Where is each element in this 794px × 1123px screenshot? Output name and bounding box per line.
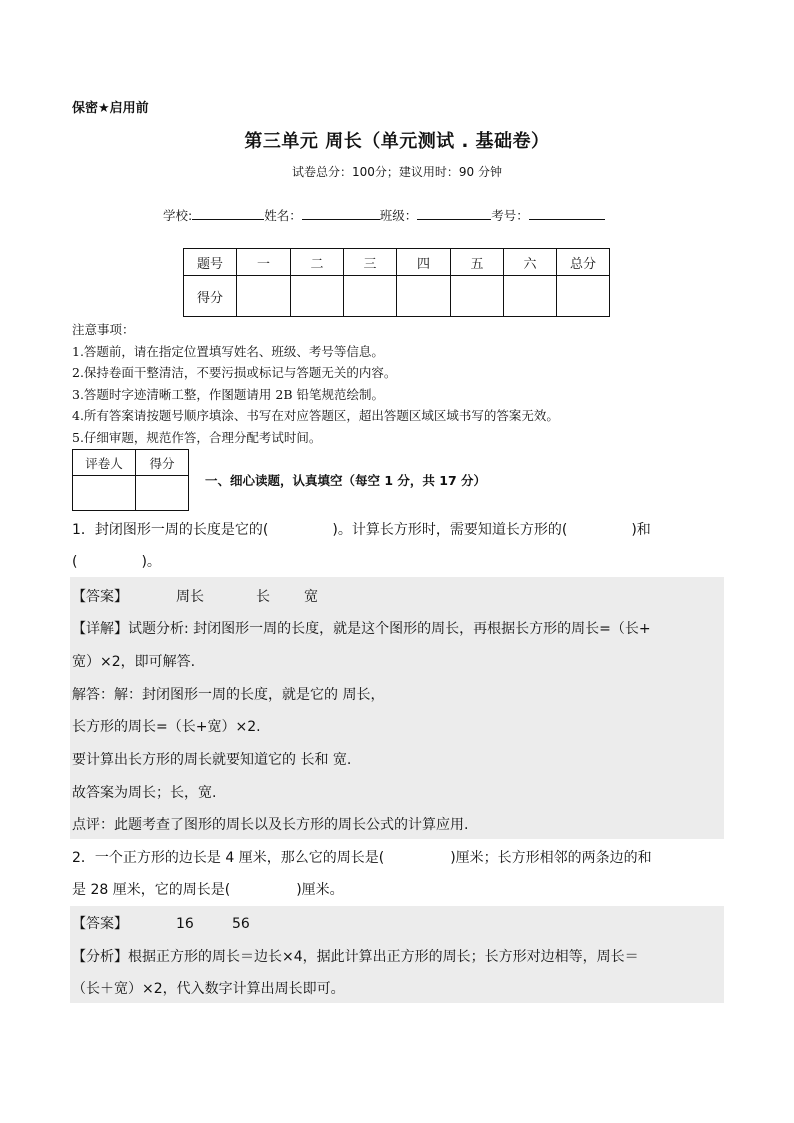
q1-text: 1．封闭图形一周的长度是它的(	[72, 522, 269, 538]
answer-value: 长	[256, 589, 270, 605]
q2-analysis-line: （长＋宽）×2，代入数字计算出周长即可。	[72, 981, 345, 997]
score-cell[interactable]	[344, 276, 397, 317]
score-cell[interactable]	[237, 276, 291, 317]
grader-score-label: 得分	[136, 450, 189, 476]
section-1-title: 一、细心读题，认真填空（每空 1 分，共 17 分）	[205, 473, 487, 488]
score-cell[interactable]	[557, 276, 610, 317]
q1-text: )。计算长方形时，需要知道长方形的(	[332, 522, 568, 538]
q1-text: (	[72, 554, 78, 570]
answer-value: 周长	[176, 589, 204, 605]
score-table-header-cell: 二	[291, 249, 344, 276]
q2-text: )厘米。	[296, 882, 344, 898]
score-table-header-cell: 六	[504, 249, 557, 276]
grader-box	[72, 449, 189, 511]
answer-label: 【答案】	[72, 916, 128, 932]
q2-analysis-line: 【分析】根据正方形的周长＝边长×4，据此计算出正方形的周长；长方形对边相等，周长＝	[72, 949, 639, 965]
name-field[interactable]	[302, 207, 380, 220]
score-table-header-cell: 一	[237, 249, 291, 276]
question-1-line-2	[72, 551, 161, 571]
question-1-line-1	[72, 519, 651, 539]
school-field[interactable]	[192, 207, 264, 220]
q1-detail-line: 要计算出长方形的周长就要知道它的 长和 宽.	[72, 752, 352, 768]
score-table-header-cell: 四	[397, 249, 451, 276]
notes-item: 3.答题时字迹清晰工整，作图题请用 2B 铅笔规范绘制。	[72, 386, 385, 402]
notes-title: 注意事项：	[72, 322, 135, 337]
q1-detail-line: 解答：解：封闭图形一周的长度，就是它的 周长，	[72, 687, 385, 703]
score-table	[183, 248, 610, 317]
score-table-header-cell: 总分	[557, 249, 610, 276]
q1-detail-line: 点评：此题考查了图形的周长以及长方形的周长公式的计算应用.	[72, 817, 469, 833]
notes-section	[72, 319, 559, 448]
answer-value: 16	[176, 916, 194, 932]
answer-value: 宽	[304, 589, 318, 605]
confidential-mark: 保密★启用前	[72, 101, 149, 116]
class-label: 班级：	[379, 208, 418, 223]
q2-answer-line	[72, 913, 250, 933]
q1-detail-line: 故答案为周长；长，宽.	[72, 785, 217, 801]
class-field[interactable]	[417, 207, 491, 220]
q1-detail-line: 宽）×2，即可解答.	[72, 654, 196, 670]
notes-item: 1.答题前，请在指定位置填写姓名、班级、考号等信息。	[72, 343, 384, 359]
q2-text: 是 28 厘米，它的周长是(	[72, 882, 231, 898]
score-table-header-cell: 题号	[184, 249, 237, 276]
question-2-line-1	[72, 847, 652, 867]
exam-subtitle: 试卷总分：100分；建议用时：90 分钟	[292, 165, 502, 179]
q1-detail-line: 长方形的周长=（长+宽）×2.	[72, 719, 261, 735]
page-title: 第三单元 周长（单元测试 . 基础卷）	[244, 131, 550, 152]
school-label: 学校:	[163, 208, 193, 223]
exam-number-field[interactable]	[529, 207, 605, 220]
q1-text: )。	[141, 554, 161, 570]
question-2-line-2	[72, 879, 344, 899]
grader-reviewer-label: 评卷人	[73, 450, 136, 476]
q1-detail-line: 【详解】试题分析: 封闭图形一周的长度，就是这个图形的周长，再根据长方形的周长=（长+	[72, 621, 651, 637]
notes-item: 2.保持卷面干整清洁，不要污损或标记与答题无关的内容。	[72, 365, 397, 380]
score-table-header-cell: 三	[344, 249, 397, 276]
answer-label: 【答案】	[72, 589, 128, 605]
student-info-line	[163, 206, 605, 224]
q2-text: )厘米；长方形相邻的两条边的和	[450, 850, 652, 866]
exam-number-label: 考号：	[491, 208, 529, 223]
score-row-label: 得分	[184, 276, 237, 317]
score-cell[interactable]	[291, 276, 344, 317]
q2-text: 2．一个正方形的边长是 4 厘米，那么它的周长是(	[72, 850, 385, 866]
grader-reviewer-cell[interactable]	[73, 476, 136, 511]
score-table-header-cell: 五	[451, 249, 504, 276]
score-cell[interactable]	[504, 276, 557, 317]
grader-score-cell[interactable]	[136, 476, 189, 511]
score-cell[interactable]	[397, 276, 451, 317]
notes-item: 5.仔细审题，规范作答，合理分配考试时间。	[72, 429, 322, 445]
name-label: 姓名：	[264, 208, 302, 223]
score-cell[interactable]	[451, 276, 504, 317]
notes-item: 4.所有答案请按题号顺序填涂、书写在对应答题区，超出答题区域区域书写的答案无效。	[72, 408, 559, 423]
answer-value: 56	[232, 916, 250, 932]
q1-text: )和	[631, 522, 651, 538]
q1-answer-line	[72, 586, 318, 606]
